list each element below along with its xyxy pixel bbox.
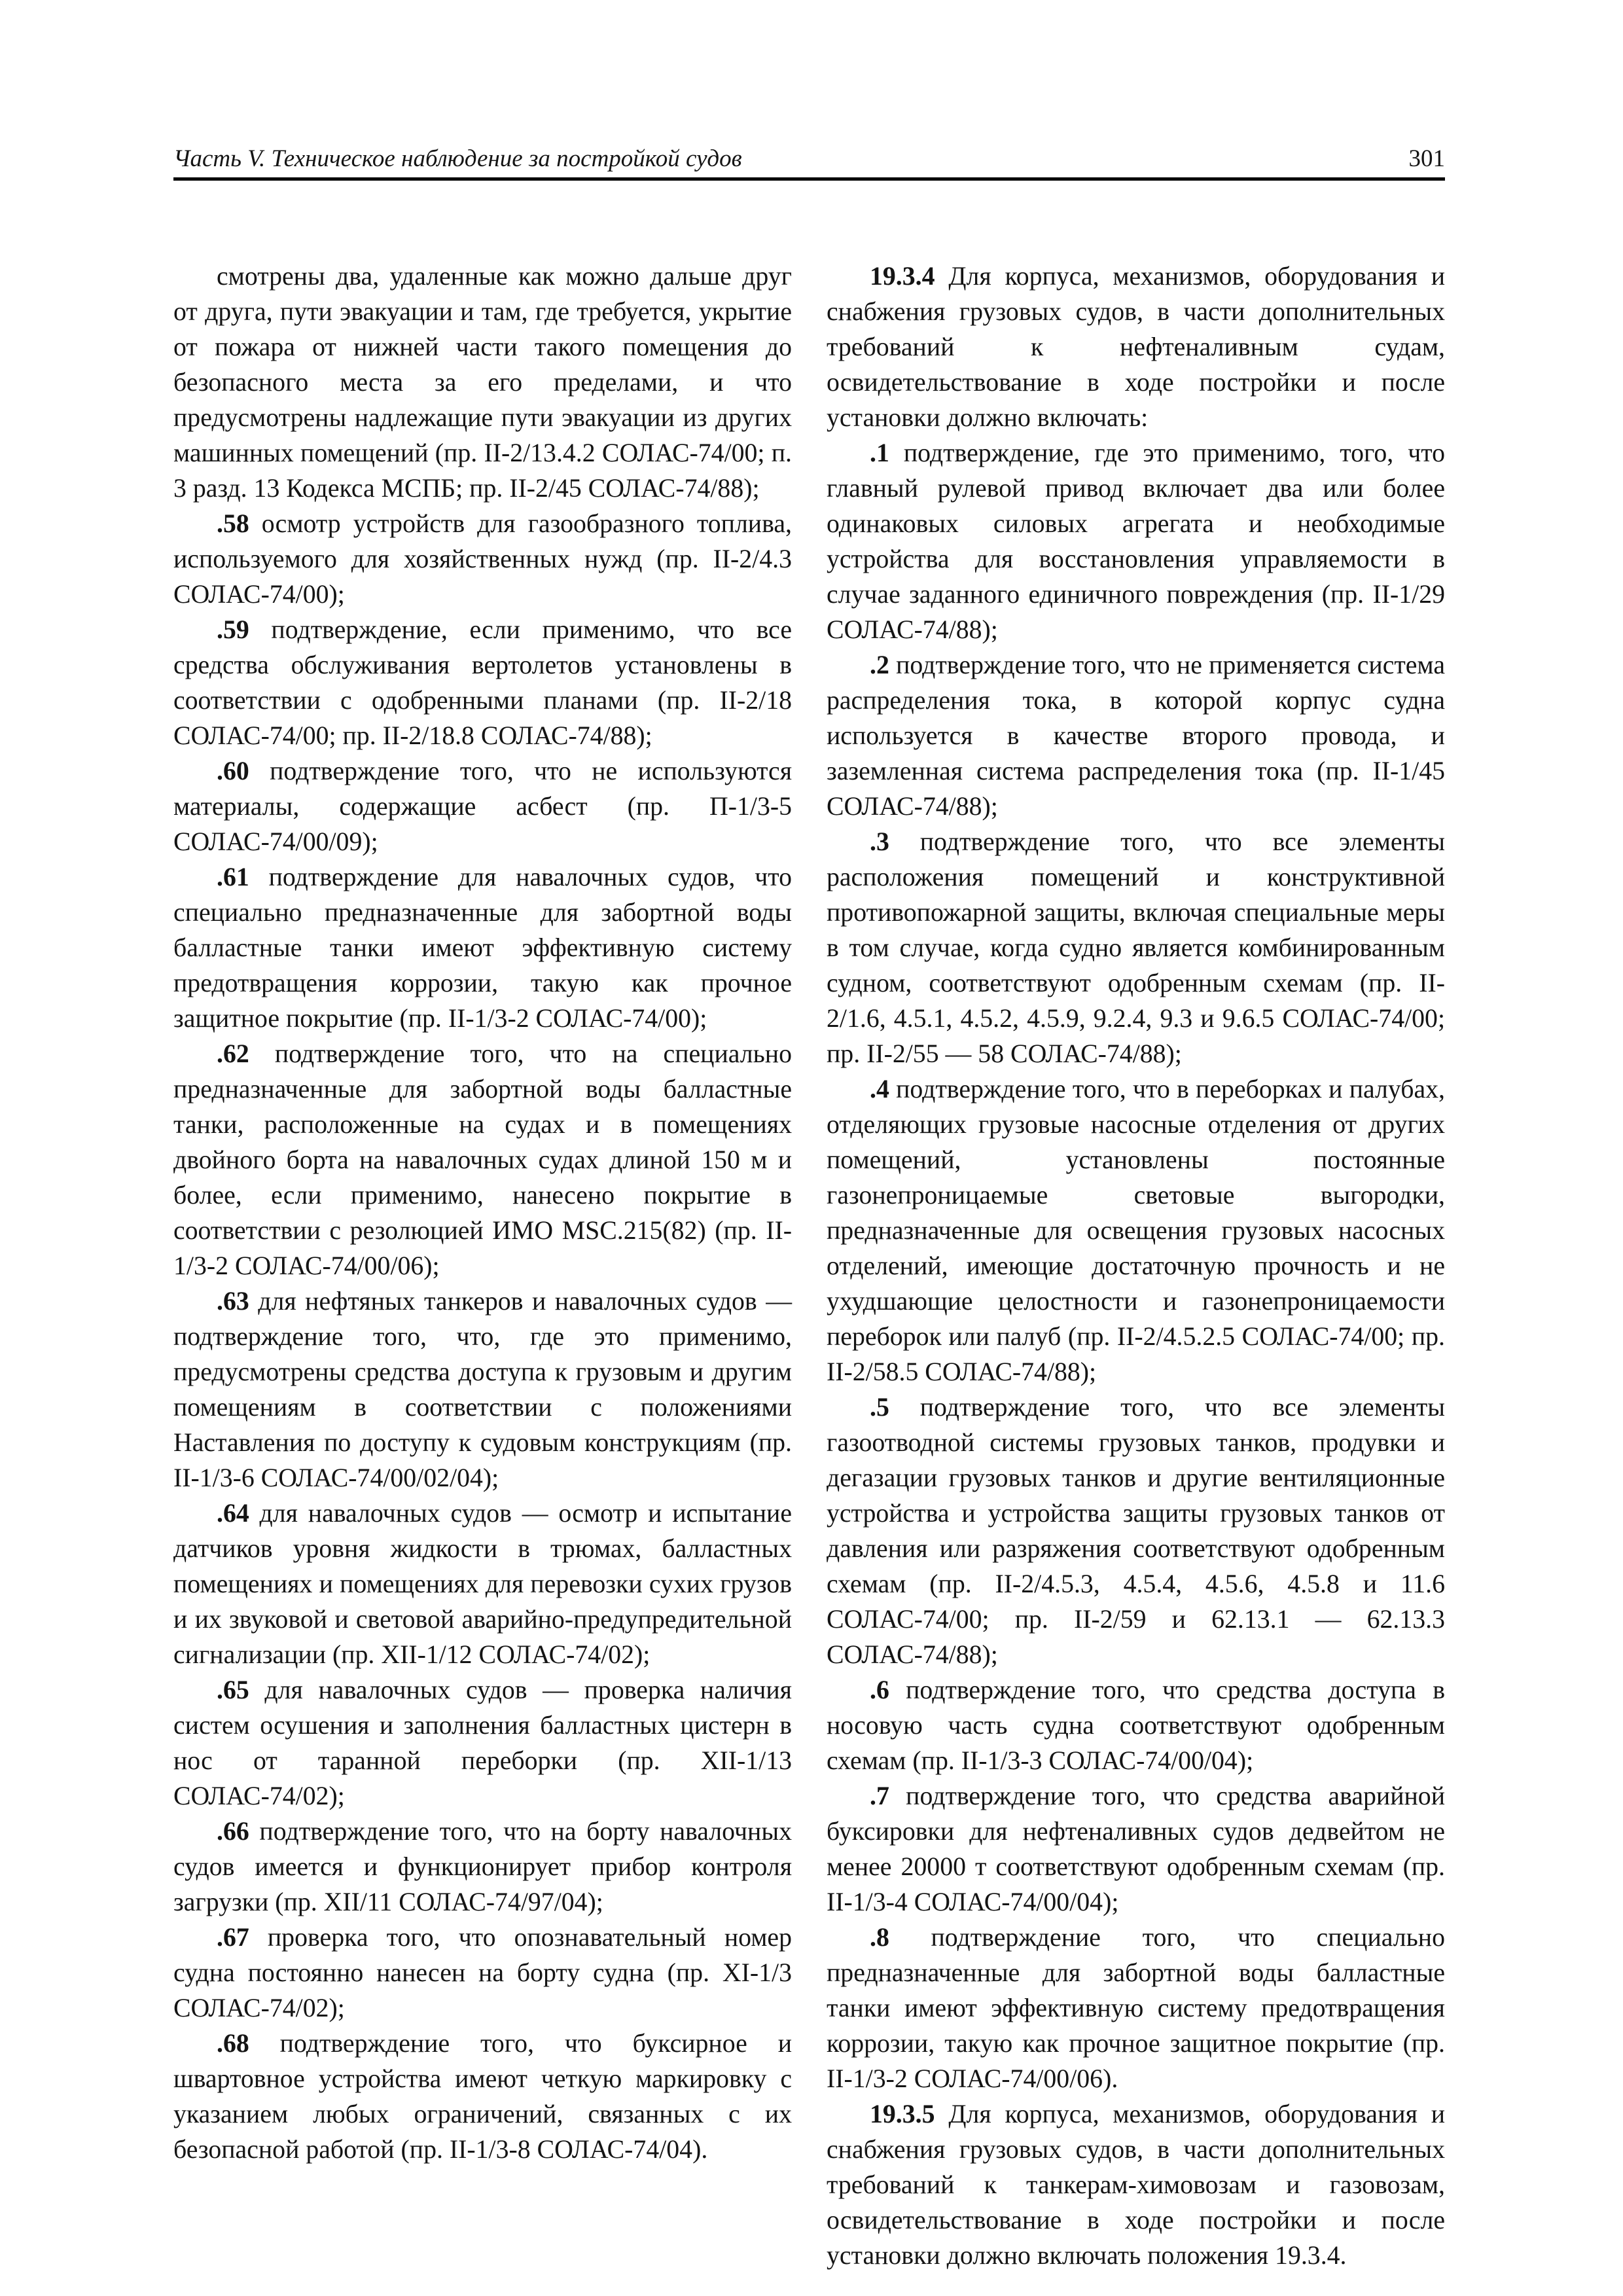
paragraph: .58 осмотр устройств для газообразного топлива, используемого для хозяйственных нужд (пр. II-2/4.3 СОЛАС-74/00); [173,509,792,609]
paragraph: .5 подтверждение того, что все элементы газоотводной системы грузовых танков, продувки и дегазации грузовых танков и другие вентиляционные устройства и устройства защиты грузовых танков от давления или разряжения соответствуют одобренным схемам (пр. II-2/4.5.3, 4.5.4, 4.5.6, 4.5.8 и 11.6 СОЛАС-74/00; пр. II-2/59 и 62.13.1 — 62.13.3 СОЛАС-74/88); [827,1393,1445,1669]
paragraph: .59 подтверждение, если применимо, что все средства обслуживания вертолетов установлены в соответствии с одобренными планами (пр. II-2/18 СОЛАС-74/00; пр. II-2/18.8 СОЛАС-74/88); [173,615,792,750]
paragraph: .63 для нефтяных танкеров и навалочных судов — подтверждение того, что, где это применимо, предусмотрены средства доступа к грузовым и другим помещениям в соответствии с положениями Наставления по доступу к судовым конструкциям (пр. II-1/3-6 СОЛАС-74/00/02/04); [173,1287,792,1492]
paragraph: .61 подтверждение для навалочных судов, что специально предназначенные для забортной воды балластные танки имеют эффективную систему предотвращения коррозии, такую как прочное защитное покрытие (пр. II-1/3-2 СОЛАС-74/00); [173,863,792,1033]
running-header [173,139,1445,177]
paragraph: .60 подтверждение того, что не используются материалы, содержащие асбест (пр. П-1/3-5 СОЛАС-74/00/09); [173,757,792,856]
paragraph: смотрены два, удаленные как можно дальше друг от друга, пути эвакуации и там, где требуется, укрытие от пожара от нижней части такого помещения до безопасного места за его пределами, и что предусмотрены надлежащие пути эвакуации из других машинных помещений (пр. II-2/13.4.2 СОЛАС-74/00; п. 3 разд. 13 Кодекса МСПБ; пр. II-2/45 СОЛАС-74/88); [173,262,792,503]
paragraph: .8 подтверждение того, что специально предназначенные для забортной воды балластные танки имеют эффективную систему предотвращения коррозии, такую как прочное защитное покрытие (пр. II-1/3-2 СОЛАС-74/00/06). [827,1923,1445,2093]
paragraph: .67 проверка того, что опознавательный номер судна постоянно нанесен на борту судна (пр. XI-1/3 СОЛАС-74/02); [173,1923,792,2022]
page-number: 301 [1408,145,1445,172]
paragraph: .7 подтверждение того, что средства аварийной буксировки для нефтеналивных судов дедвейтом не менее 20000 т соответствуют одобренным схемам (пр. II-1/3-4 СОЛАС-74/00/04); [827,1782,1445,1916]
paragraph: .62 подтверждение того, что на специально предназначенные для забортной воды балластные танки, расположенные на судах и в помещениях двойного борта на навалочных судах длиной 150 м и более, если применимо, нанесено покрытие в соответствии с резолюцией ИМО MSC.215(82) (пр. II-1/3-2 СОЛАС-74/00/06); [173,1039,792,1280]
paragraph: .1 подтверждение, где это применимо, того, что главный рулевой привод включает два или более одинаковых силовых агрегата и необходимые устройства для восстановления управляемости в случае заданного единичного повреждения (пр. II-1/29 СОЛАС-74/88); [827,439,1445,644]
running-header-title: Часть V. Техническое наблюдение за постройкой судов [173,145,742,172]
paragraph: .64 для навалочных судов — осмотр и испытание датчиков уровня жидкости в трюмах, балластных помещениях и помещениях для перевозки сухих грузов и их звуковой и световой аварийно-предупредительной сигнализации (пр. XII-1/12 СОЛАС-74/02); [173,1499,792,1669]
right-column [827,259,1445,2273]
paragraph: .3 подтверждение того, что все элементы расположения помещений и конструктивной противопожарной защиты, включая специальные меры в том случае, когда судно является комбинированным судном, соответствуют одобренным схемам (пр. II-2/1.6, 4.5.1, 4.5.2, 4.5.9, 9.2.4, 9.3 и 9.6.5 СОЛАС-74/00; пр. II-2/55 — 58 СОЛАС-74/88); [827,827,1445,1068]
paragraph: .4 подтверждение того, что в переборках и палубах, отделяющих грузовые насосные отделения от других помещений, установлены постоянные газонепроницаемые световые выгородки, предназначенные для освещения грузовых насосных отделений, имеющие достаточную прочность и не ухудшающие целостности и газонепроницаемости переборок или палуб (пр. II-2/4.5.2.5 СОЛАС-74/00; пр. II-2/58.5 СОЛАС-74/88); [827,1075,1445,1386]
paragraph: 19.3.4 Для корпуса, механизмов, оборудования и снабжения грузовых судов, в части дополнительных требований к нефтеналивным судам, освидетельствование в ходе постройки и после установки должно включать: [827,262,1445,432]
paragraph: 19.3.5 Для корпуса, механизмов, оборудования и снабжения грузовых судов, в части дополнительных требований к танкерам-химовозам и газовозам, освидетельствование в ходе постройки и после установки должно включать положения 19.3.4. [827,2100,1445,2270]
paragraph: .2 подтверждение того, что не применяется система распределения тока, в которой корпус судна используется в качестве второго провода, и заземленная система распределения тока (пр. II-1/45 СОЛАС-74/88); [827,651,1445,821]
header-rule [173,177,1445,181]
paragraph: .65 для навалочных судов — проверка наличия систем осушения и заполнения балластных цистерн в нос от таранной переборки (пр. XII-1/13 СОЛАС-74/02); [173,1676,792,1810]
paragraph: .68 подтверждение того, что буксирное и швартовное устройства имеют четкую маркировку с указанием любых ограничений, связанных с их безопасной работой (пр. II-1/3-8 СОЛАС-74/04). [173,2029,792,2164]
left-column [173,259,792,2167]
paragraph: .6 подтверждение того, что средства доступа в носовую часть судна соответствуют одобренным схемам (пр. II-1/3-3 СОЛАС-74/00/04); [827,1676,1445,1775]
paragraph: .66 подтверждение того, что на борту навалочных судов имеется и функционирует прибор контроля загрузки (пр. XII/11 СОЛАС-74/97/04); [173,1817,792,1916]
